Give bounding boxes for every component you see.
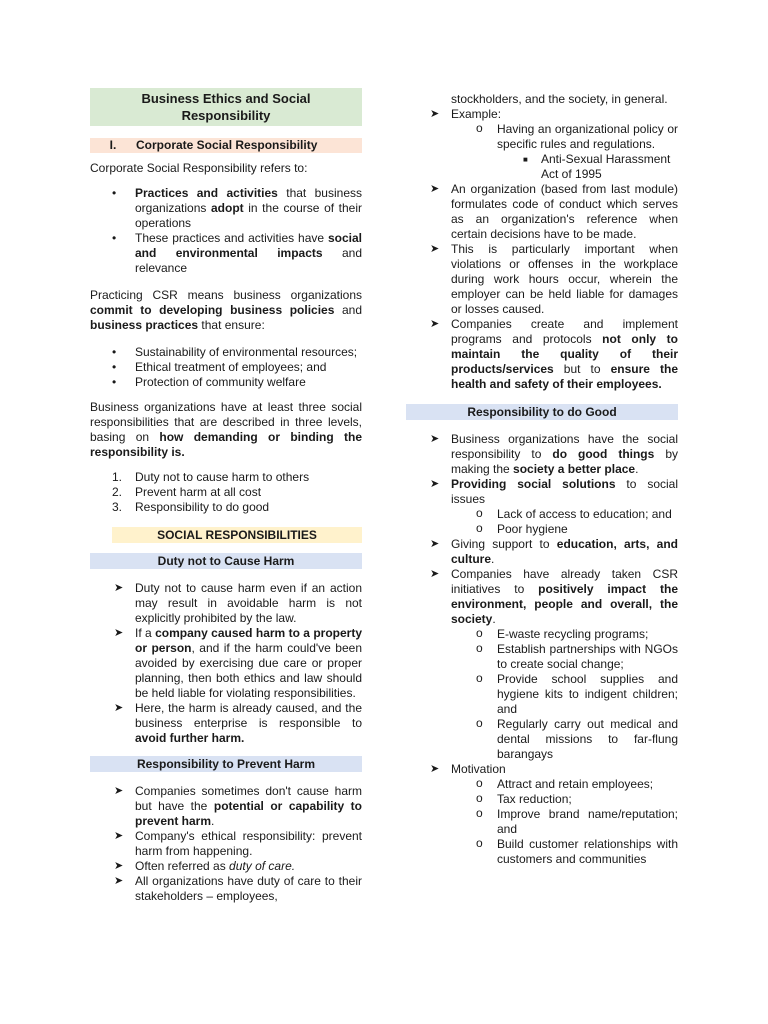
circle-bullet-icon: o — [476, 806, 483, 820]
circle-bullet-icon: o — [476, 776, 483, 790]
section-number: I. — [109, 138, 117, 152]
circle-bullet-icon: o — [476, 521, 483, 535]
section-heading — [90, 138, 362, 153]
circle-bullet-icon: o — [476, 121, 483, 135]
circle-bullet-icon: o — [476, 626, 483, 640]
bullet-dot-icon: • — [112, 345, 117, 359]
right-column — [406, 88, 678, 867]
bullet-dot-icon: • — [112, 360, 117, 374]
circle-bullet-icon: o — [476, 671, 483, 685]
arrow-bullet-icon: ➤ — [430, 108, 440, 120]
bullet-dot-icon: • — [112, 231, 117, 245]
arrow-bullet-icon: ➤ — [114, 830, 124, 842]
list-item: ➤ An organization (based from last module) formulates code of conduct which serves as an organization's reference when certain decisions have to be made. — [430, 182, 678, 241]
list-item: ➤ Here, the harm is already caused, and the business enterprise is responsible to avoid further harm. — [114, 701, 362, 745]
list-item: o Tax reduction; — [476, 791, 572, 806]
arrow-bullet-icon: ➤ — [430, 538, 440, 550]
do-good-list-a — [406, 432, 678, 507]
arrow-bullet-icon: ➤ — [430, 763, 440, 775]
example-list — [406, 107, 678, 122]
duty-not-to-cause-harm-heading: Duty not to Cause Harm — [90, 553, 362, 569]
list-item: • Protection of community welfare — [112, 375, 306, 389]
list-item: ➤ Providing social solutions to social issues — [430, 477, 678, 506]
arrow-bullet-icon: ➤ — [430, 568, 440, 580]
list-item: o Poor hygiene — [476, 521, 568, 536]
prevent-list — [90, 784, 362, 904]
circle-bullet-icon: o — [476, 836, 483, 850]
list-item: 1. Duty not to cause harm to others — [112, 470, 310, 484]
arrow-bullet-icon: ➤ — [430, 433, 440, 445]
list-item: 2. Prevent harm at all cost — [112, 485, 262, 499]
list-item: ■ Anti-Sexual Harassment Act of 1995 — [523, 152, 671, 181]
list-item: o Improve brand name/reputation; and — [476, 806, 678, 836]
list-item: ➤ Companies have already taken CSR initiatives to positively impact the environment, people and overall, the society. — [430, 567, 679, 626]
arrow-bullet-icon: ➤ — [114, 860, 124, 872]
left-column — [90, 88, 362, 904]
do-good-list-b — [406, 537, 678, 627]
arrow-bullet-icon: ➤ — [430, 478, 440, 490]
three-levels-paragraph: Business organizations have at least three social responsibilities that are described in three levels, basing on how demanding or binding the responsibility is. — [90, 400, 362, 459]
arrow-bullet-icon: ➤ — [430, 318, 440, 330]
do-good-heading: Responsibility to do Good — [406, 404, 678, 420]
list-item: ➤ Motivation — [430, 762, 506, 776]
circle-bullet-icon: o — [476, 716, 483, 730]
arrow-bullet-icon: ➤ — [114, 785, 124, 797]
list-item: ➤ Company's ethical responsibility: prevent harm from happening. — [114, 829, 362, 858]
bullet-dot-icon: • — [112, 375, 117, 389]
list-item: o Having an organizational policy or specific rules and regulations. — [476, 121, 678, 151]
csr-intro: Corporate Social Responsibility refers to: — [90, 161, 308, 175]
bullet-dot-icon: • — [112, 186, 117, 200]
motivation-list — [406, 762, 678, 777]
arrow-bullet-icon: ➤ — [114, 582, 124, 594]
circle-bullet-icon: o — [476, 641, 483, 655]
arrow-bullet-icon: ➤ — [114, 875, 124, 887]
list-item: ➤ Example: — [430, 107, 502, 121]
duty-list — [90, 581, 362, 746]
prevent-harm-heading: Responsibility to Prevent Harm — [90, 756, 362, 772]
list-item: o Build customer relationships with customers and communities — [476, 836, 678, 866]
arrow-bullet-icon: ➤ — [114, 627, 124, 639]
circle-bullet-icon: o — [476, 506, 483, 520]
example-subsub-list — [406, 152, 678, 182]
square-bullet-icon: ■ — [523, 155, 528, 164]
list-item: • These practices and activities have social and environmental impacts and relevance — [112, 231, 363, 275]
list-item: ➤ Companies sometimes don't cause harm but have the potential or capability to prevent harm. — [114, 784, 363, 828]
list-item: o Attract and retain employees; — [476, 776, 654, 791]
list-item: o Regularly carry out medical and dental missions to far-flung barangays — [476, 716, 678, 761]
list-item: ➤ If a company caused harm to a property or person, and if the harm could've been avoided by exercising due care or proper planning, then both ethics and law should be held liable for violating responsibilities. — [114, 626, 363, 700]
list-item: ➤ Giving support to education, arts, and culture. — [430, 537, 678, 566]
section-title: Corporate Social Responsibility — [136, 138, 318, 152]
issues-list — [406, 507, 678, 537]
document-title: Business Ethics and Social Responsibility — [90, 88, 362, 126]
arrow-bullet-icon: ➤ — [114, 702, 124, 714]
list-item: • Sustainability of environmental resources; — [112, 345, 358, 359]
list-item: ➤ All organizations have duty of care to their stakeholders – employees, — [114, 874, 362, 903]
list-item: ➤ Often referred as duty of care. — [114, 859, 296, 873]
continued-text: stockholders, and the society, in general. — [451, 92, 668, 106]
code-of-conduct-list — [406, 182, 678, 392]
list-item: o Lack of access to education; and — [476, 506, 672, 521]
ensure-list — [90, 345, 362, 390]
list-item: ➤ This is particularly important when violations or offenses in the workplace during work hours occur, wherein the employer can be held liable for damages or losses caused. — [430, 242, 678, 316]
levels-list — [90, 470, 362, 515]
csr-definition-list — [90, 186, 362, 276]
motivations-sub-list — [406, 777, 678, 867]
list-item: o Provide school supplies and hygiene kits to indigent children; and — [476, 671, 678, 716]
arrow-bullet-icon: ➤ — [430, 243, 440, 255]
circle-bullet-icon: o — [476, 791, 483, 805]
list-item: ➤ Duty not to cause harm even if an action may result in avoidable harm is not explicitly prohibited by the law. — [114, 581, 362, 625]
list-item: o E-waste recycling programs; — [476, 626, 649, 641]
list-item: ➤ Companies create and implement programs and protocols not only to maintain the quality of their products/services but to ensure the health and safety of their employees. — [430, 317, 678, 391]
initiatives-list — [406, 627, 678, 762]
list-item: • Practices and activities that business organizations adopt in the course of their operations — [112, 186, 363, 230]
list-item: 3. Responsibility to do good — [112, 500, 270, 514]
list-item: ➤ Business organizations have the social responsibility to do good things by making the society a better place. — [430, 432, 678, 476]
arrow-bullet-icon: ➤ — [430, 183, 440, 195]
example-sub-list — [406, 122, 678, 152]
social-responsibilities-heading: SOCIAL RESPONSIBILITIES — [112, 527, 362, 543]
practicing-csr-paragraph: Practicing CSR means business organizations commit to developing business policies and business practices that ensure: — [90, 288, 362, 332]
list-item: • Ethical treatment of employees; and — [112, 360, 327, 374]
list-item: o Establish partnerships with NGOs to create social change; — [476, 641, 678, 671]
